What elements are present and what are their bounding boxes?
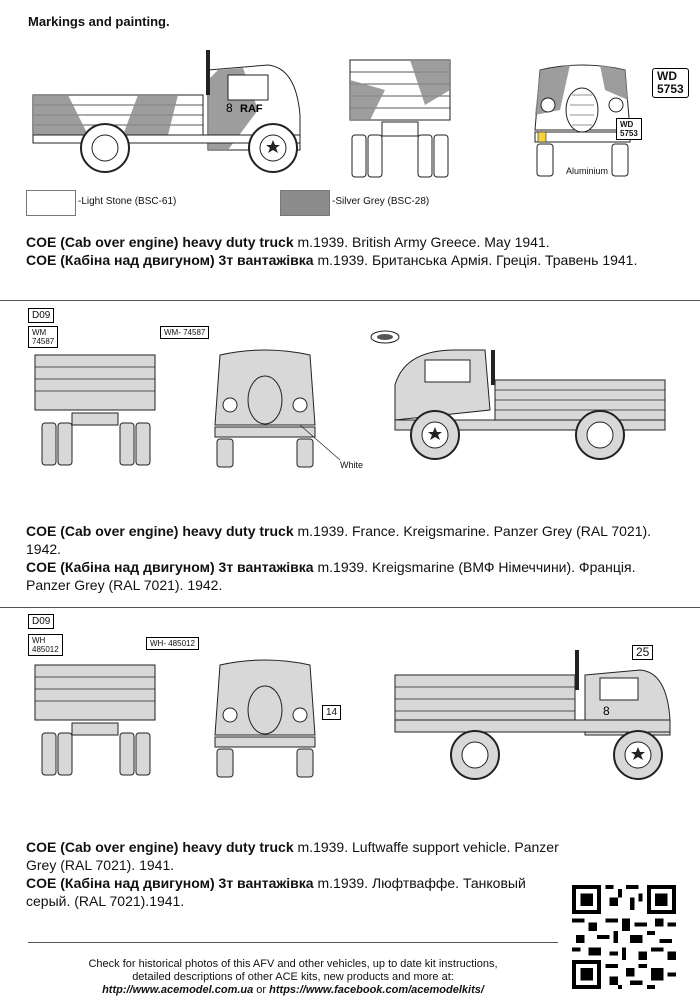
white-color-label: White bbox=[340, 460, 364, 470]
front-registration-plate: WD 5753 bbox=[652, 68, 689, 98]
divider-2 bbox=[0, 607, 700, 608]
truck-front-view-grey bbox=[200, 345, 330, 470]
caption-section-3: COE (Cab over engine) heavy duty truck m.1939. Luftwaffe support vehicle. Panzer Grey (RAL 7021). 1941. COE (Кабіна над двигуном) 3т вантажівка m.1939. Люфтваффе. Танковый серый. (RAL 7021).1941. bbox=[26, 839, 559, 909]
legend-swatch-silver-grey bbox=[280, 190, 330, 216]
front-plate-wh: WH- 485012 bbox=[146, 637, 199, 650]
legend-label-light-stone: -Light Stone (BSC-61) bbox=[78, 196, 177, 207]
front-plate-wm: WM- 74587 bbox=[160, 326, 209, 339]
truck-rear-view-camo bbox=[340, 60, 460, 180]
legend-swatch-light-stone bbox=[26, 190, 76, 216]
website-link[interactable]: http://www.acemodel.com.ua bbox=[102, 984, 254, 996]
facebook-link[interactable]: https://www.facebook.com/acemodelkits/ bbox=[269, 984, 484, 996]
rear-plate-wh: WH 485012 bbox=[28, 634, 63, 656]
divider-1 bbox=[0, 300, 700, 301]
divider-3 bbox=[28, 942, 558, 943]
page-title: Markings and painting. bbox=[28, 14, 170, 29]
svg-text:8: 8 bbox=[603, 704, 610, 718]
truck-rear-view-luftwaffe bbox=[30, 665, 160, 780]
truck-front-view-luftwaffe bbox=[200, 655, 330, 780]
tactical-number-large: 25 bbox=[632, 645, 653, 660]
decal-sheet-code: D09 bbox=[28, 308, 54, 323]
caption-section-2: COE (Cab over engine) heavy duty truck m.1939. France. Kreigsmarine. Panzer Grey (RAL 7021). 1942. COE (Кабіна над двигуном) 3т вантажівка m.1939. Kreigsmarine (ВМФ Німеччини). Франція. Panzer Grey (RAL 7021). 1942. bbox=[26, 523, 652, 593]
aluminium-label: Aluminium bbox=[566, 166, 609, 176]
truck-side-view-camo bbox=[28, 40, 308, 180]
decal-sheet-code: D09 bbox=[28, 614, 54, 629]
front-bumper-plate: WD 5753 bbox=[616, 118, 642, 140]
svg-text:8: 8 bbox=[226, 101, 233, 115]
caption-section-1: COE (Cab over engine) heavy duty truck m.1939. British Army Greece. May 1941. COE (Кабіна над двигуном) 3т вантажівка m.1939. Британська Армія. Греція. Травень 1941. bbox=[26, 234, 638, 268]
cab-marking: RAF bbox=[240, 103, 263, 115]
legend-label-silver-grey: -Silver Grey (BSC-28) bbox=[332, 196, 430, 207]
footer-text: Check for historical photos of this AFV and other vehicles, up to date kit instructions, detailed descriptions of other ACE kits, new products and more at: http://www.acemodel.com.ua or https://www.facebook.com/acemodelkits/ bbox=[28, 958, 558, 997]
truck-side-view-luftwaffe bbox=[395, 650, 675, 785]
rear-plate-wm: WM 74587 bbox=[28, 326, 58, 348]
qr-code-icon[interactable] bbox=[572, 885, 676, 989]
tactical-number-small: 14 bbox=[322, 705, 341, 720]
footer-line-2: detailed descriptions of other ACE kits, new products and more at: bbox=[132, 971, 454, 983]
truck-rear-view-grey bbox=[30, 355, 160, 470]
truck-side-view-grey bbox=[365, 325, 665, 475]
footer-line-1: Check for historical photos of this AFV and other vehicles, up to date kit instructions, bbox=[88, 958, 498, 970]
